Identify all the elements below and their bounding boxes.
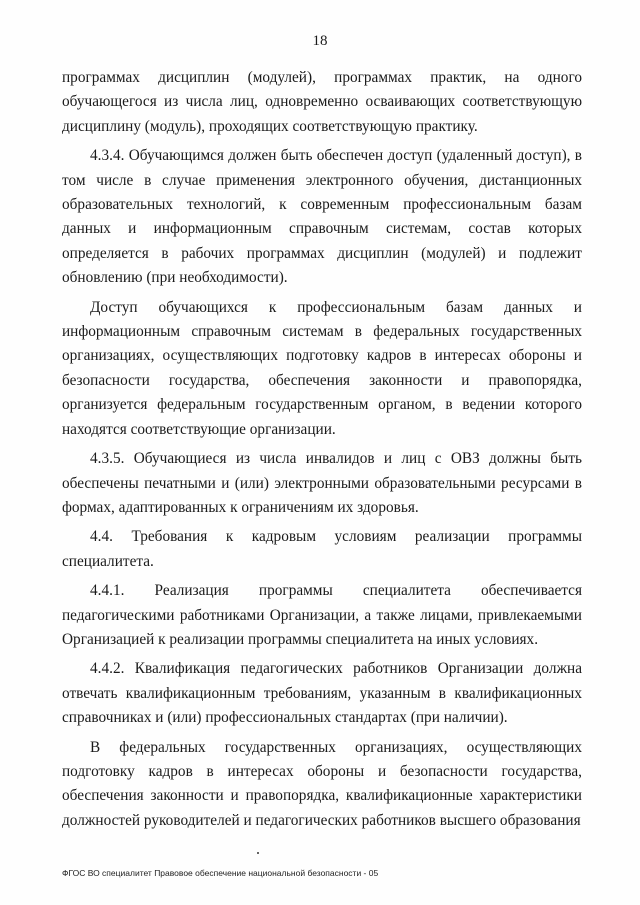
paragraph-4-3-4: 4.3.4. Обучающимся должен быть обеспечен доступ (удаленный доступ), в том числе в случае применения электронного обучения, дистанционных образовательных технологий, к современным профессиональным базам данных и информационным справочным системам, состав которых определяется в рабочих программах дисциплин (модулей) и подлежит обновлению (при необходимости). bbox=[62, 147, 582, 287]
page-number: 18 bbox=[312, 33, 328, 49]
paragraph-continuation: программах дисциплин (модулей), программах практик, на одного обучающегося из числа лиц, одновременно осваивающих соответствующую дисциплину (модуль), проходящих соответствующую практику. bbox=[62, 69, 582, 135]
paragraph-federal-orgs: В федеральных государственных организациях, осуществляющих подготовку кадров в интересах обороны и безопасности государства, обеспечения законности и правопорядка, квалификационные характеристики должностей руководителей и педагогических работников высшего образования bbox=[62, 738, 582, 829]
paragraph-access: Доступ обучающихся к профессиональным базам данных и информационным справочным системам в федеральных государственных организациях, осуществляющих подготовку кадров в интересах обороны и безопасности государства, обеспечения законности и правопорядка, организуется федеральным государственным органом, в ведении которого находятся соответствующие организации. bbox=[62, 298, 582, 438]
page-footer: ФГОС ВО специалитет Правовое обеспечение национальной безопасности - 05 bbox=[62, 868, 379, 878]
paragraph-4-4-1: 4.4.1. Реализация программы специалитета обеспечивается педагогическими работниками Организации, а также лицами, привлекаемыми Организацией к реализации программы специалитета на иных условиях. bbox=[62, 582, 582, 648]
paragraph-4-4: 4.4. Требования к кадровым условиям реализации программы специалитета. bbox=[62, 528, 582, 570]
paragraph-4-4-2: 4.4.2. Квалификация педагогических работников Организации должна отвечать квалификационным требованиям, указанным в квалификационных справочниках и (или) профессиональных стандартах (при наличии). bbox=[62, 660, 582, 727]
paragraph-4-3-5: 4.3.5. Обучающиеся из числа инвалидов и лиц с ОВЗ должны быть обеспечены печатными и (или) электронными образовательными ресурсами в формах, адаптированных к ограничениям их здоровья. bbox=[62, 450, 582, 516]
scan-speck bbox=[257, 852, 259, 854]
document-body bbox=[62, 66, 582, 838]
